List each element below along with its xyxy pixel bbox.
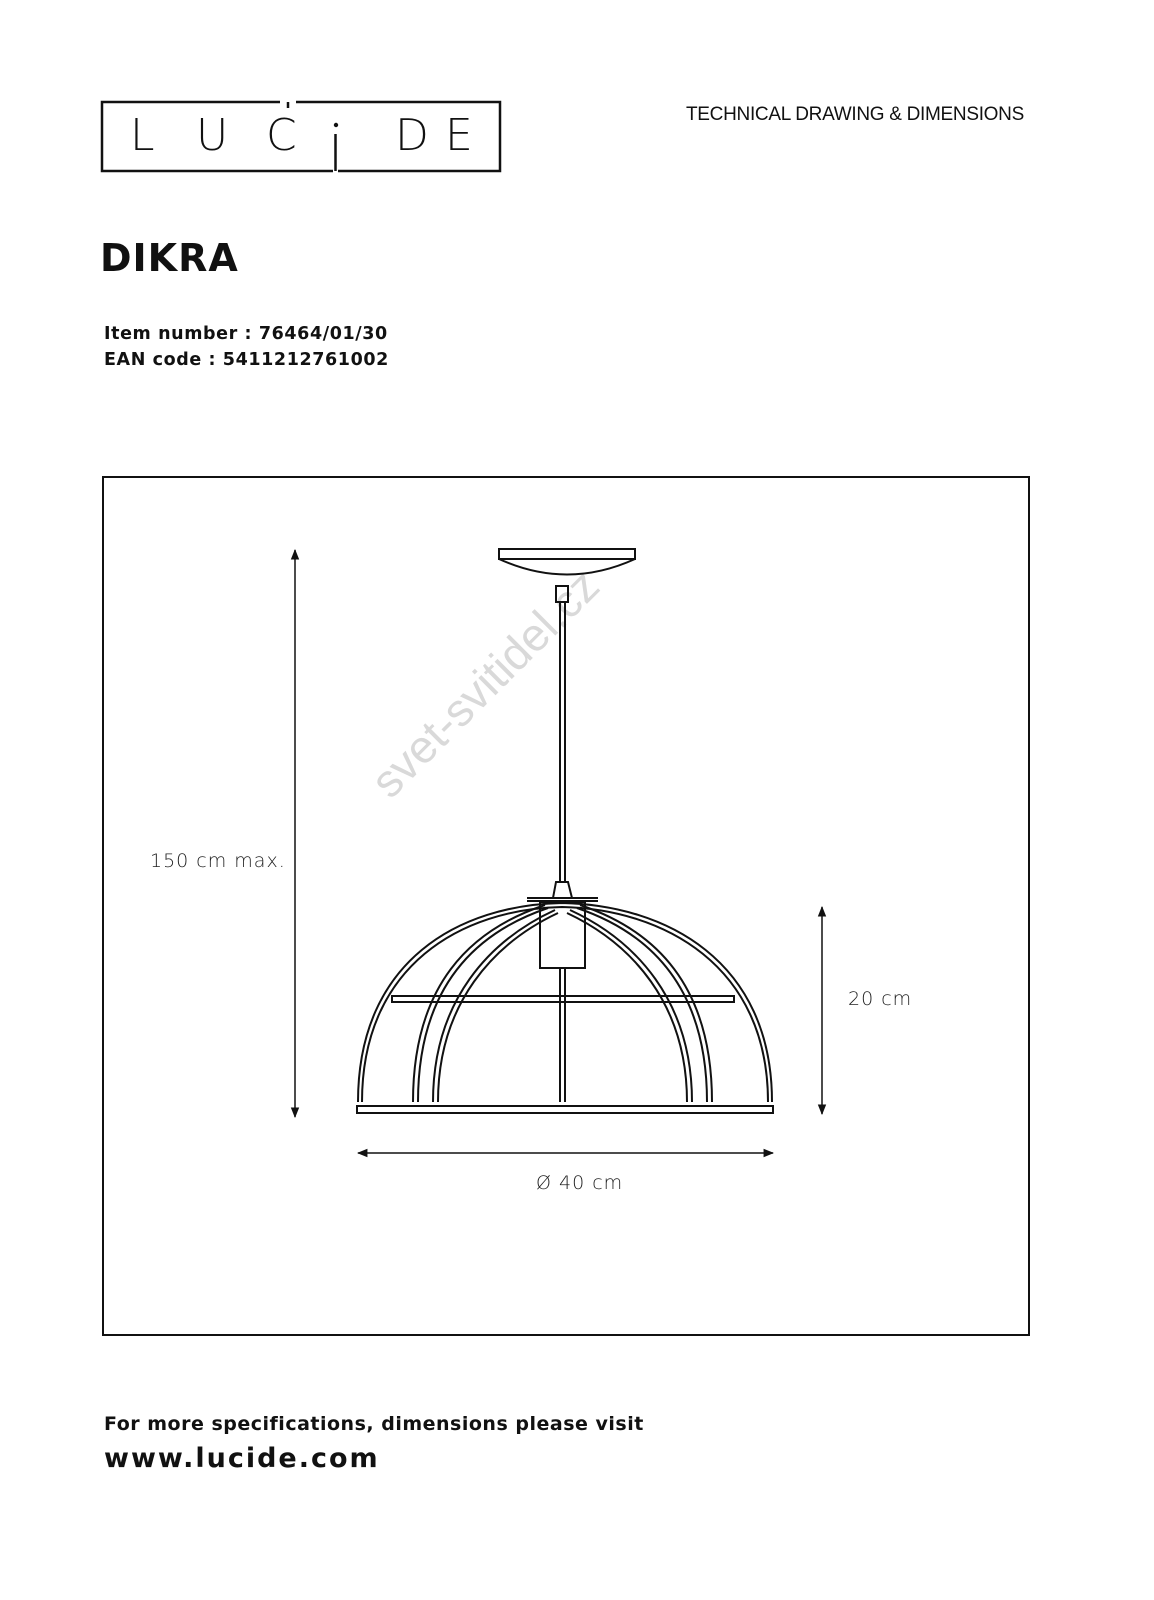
height-dimension-label: 150 cm max. bbox=[150, 850, 286, 872]
footer-note: For more specifications, dimensions please visit bbox=[104, 1413, 644, 1435]
document-heading: TECHNICAL DRAWING & DIMENSIONS bbox=[686, 104, 1024, 125]
shade-height-dimension-label: 20 cm bbox=[848, 988, 913, 1010]
logo-letter-u: U bbox=[196, 110, 229, 161]
logo-letter-c: C bbox=[266, 110, 297, 161]
watermark: svet-svitidel.cz bbox=[360, 559, 609, 808]
ean-code: EAN code : 5411212761002 bbox=[104, 350, 389, 370]
logo-letter-d: D bbox=[395, 110, 429, 161]
lamp-shade-cage bbox=[357, 898, 773, 1113]
logo-letter-l: L bbox=[130, 110, 155, 161]
suspension-cord bbox=[553, 586, 572, 898]
ceiling-canopy bbox=[499, 549, 635, 575]
item-number: Item number : 76464/01/30 bbox=[104, 324, 388, 344]
diameter-dimension-label: Ø 40 cm bbox=[536, 1172, 624, 1194]
product-name: DIKRA bbox=[100, 236, 239, 280]
logo-letter-e: E bbox=[445, 110, 473, 161]
dimension-lines bbox=[295, 550, 822, 1153]
footer-url[interactable]: www.lucide.com bbox=[104, 1443, 380, 1474]
